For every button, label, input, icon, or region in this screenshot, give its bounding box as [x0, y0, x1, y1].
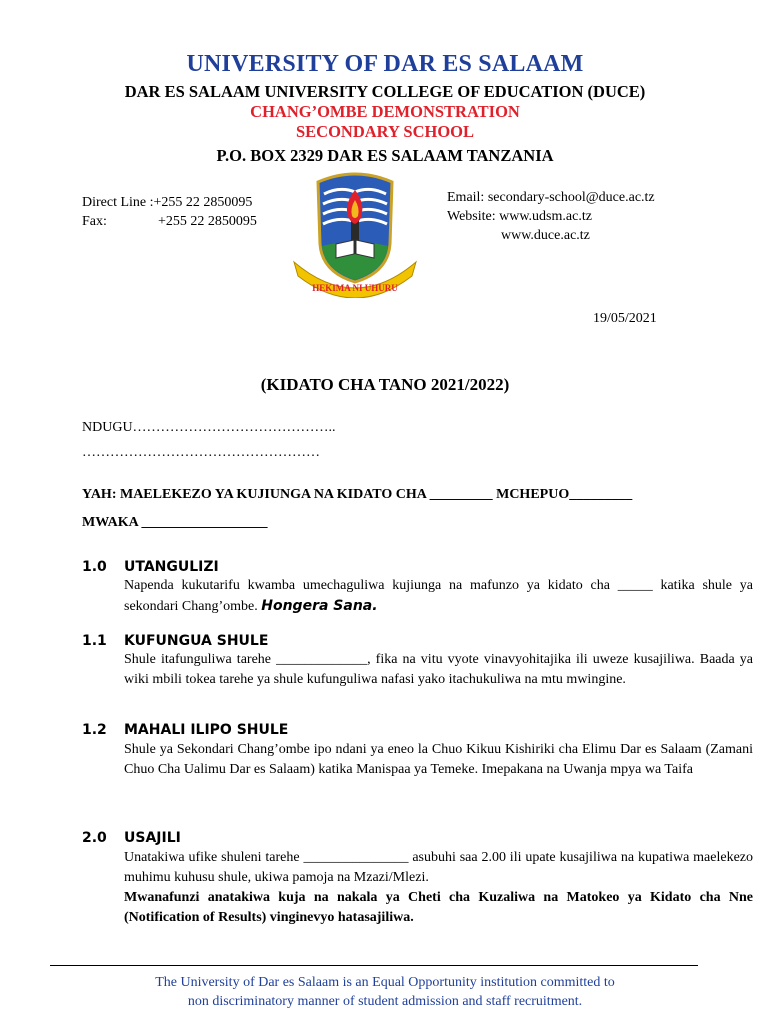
direct-line-label: Direct Line : — [82, 195, 154, 210]
recipient-line-2: …………………………………………… — [82, 445, 320, 460]
motto-text: HEKIMA NI UHURU — [312, 283, 398, 293]
email-line: Email: secondary-school@duce.ac.tz — [447, 190, 655, 205]
fax-line — [82, 212, 257, 231]
fax-label: Fax: — [82, 214, 107, 229]
college-name: DAR ES SALAAM UNIVERSITY COLLEGE OF EDUCATION (DUCE) — [124, 82, 646, 101]
section-title: MAHALI ILIPO SHULE — [124, 722, 289, 738]
web-contacts — [447, 188, 655, 245]
section-body: Shule itafunguliwa tarehe _____________, fika na vitu vyote vinavyohitajika ili uweze kusajiliwa. Baada ya wiki mbili tokea tarehe ya shule kufunguliwa nafasi yako itachukuliwa na mtu mwingine. — [124, 652, 753, 687]
direct-line — [82, 193, 257, 212]
section-number: 1.1 — [82, 633, 107, 649]
section-text: Napenda kukutarifu kwamba umechaguliwa kujiunga na mafunzo ya kidato cha _____ katika shule ya sekondari Chang’ombe. — [124, 578, 753, 614]
school-name-line1: CHANG’OMBE DEMONSTRATION — [250, 102, 520, 121]
section-body — [124, 848, 753, 928]
registration-requirement: Mwanafunzi anatakiwa kuja na nakala ya Cheti cha Kuzaliwa na Matokeo ya Kidato cha Nne (Notification of Results) vinginevyo hatasajiliwa. — [124, 890, 753, 925]
section-number: 1.2 — [82, 722, 107, 738]
section-title: USAJILI — [124, 830, 181, 846]
recipient-line: NDUGU…………………………………….. — [82, 420, 336, 435]
website-line: Website: www.udsm.ac.tz — [447, 209, 592, 224]
footer-line-2: non discriminatory manner of student admission and staff recruitment. — [187, 994, 583, 1009]
section-title: KUFUNGUA SHULE — [124, 633, 269, 649]
section-number: 1.0 — [82, 559, 107, 575]
congratulations-text: Hongera Sana. — [261, 598, 378, 614]
section-body — [124, 576, 753, 617]
school-name-line2: SECONDARY SCHOOL — [295, 122, 475, 141]
website-line-2: www.duce.ac.tz — [501, 228, 590, 243]
section-number: 2.0 — [82, 830, 107, 846]
footer-line-1: The University of Dar es Salaam is an Equal Opportunity institution committed to — [155, 975, 615, 990]
fax-value: +255 22 2850095 — [158, 214, 257, 229]
section-title: UTANGULIZI — [124, 559, 219, 575]
section-body: Shule ya Sekondari Chang’ombe ipo ndani ya eneo la Chuo Kikuu Kishiriki cha Elimu Dar es Salaam (Zamani Chuo Cha Ualimu Dar es Salaam) katika Manispaa ya Temeke. Imepakana na Uwanja mpya wa Taifa — [124, 742, 753, 777]
section-text: Unatakiwa ufike shuleni tarehe _______________ asubuhi saa 2.00 ili upate kusajiliwa na kupatiwa maelekezo muhimu kuhusu shule, ukiwa pamoja na Mzazi/Mlezi. — [124, 850, 753, 885]
letter-date: 19/05/2021 — [593, 311, 657, 326]
university-name: UNIVERSITY OF DAR ES SALAAM — [186, 51, 584, 77]
year-line: MWAKA __________________ — [82, 515, 268, 530]
phone-contacts — [82, 193, 257, 231]
postal-address: P.O. BOX 2329 DAR ES SALAAM TANZANIA — [216, 146, 554, 165]
footer-divider — [50, 965, 698, 966]
letter-heading: (KIDATO CHA TANO 2021/2022) — [260, 375, 510, 394]
footer-statement — [0, 973, 770, 1011]
university-crest-icon — [290, 164, 420, 298]
subject-line: YAH: MAELEKEZO YA KUJIUNGA NA KIDATO CHA _________ MCHEPUO_________ — [82, 487, 633, 502]
direct-line-value: +255 22 2850095 — [153, 195, 253, 210]
